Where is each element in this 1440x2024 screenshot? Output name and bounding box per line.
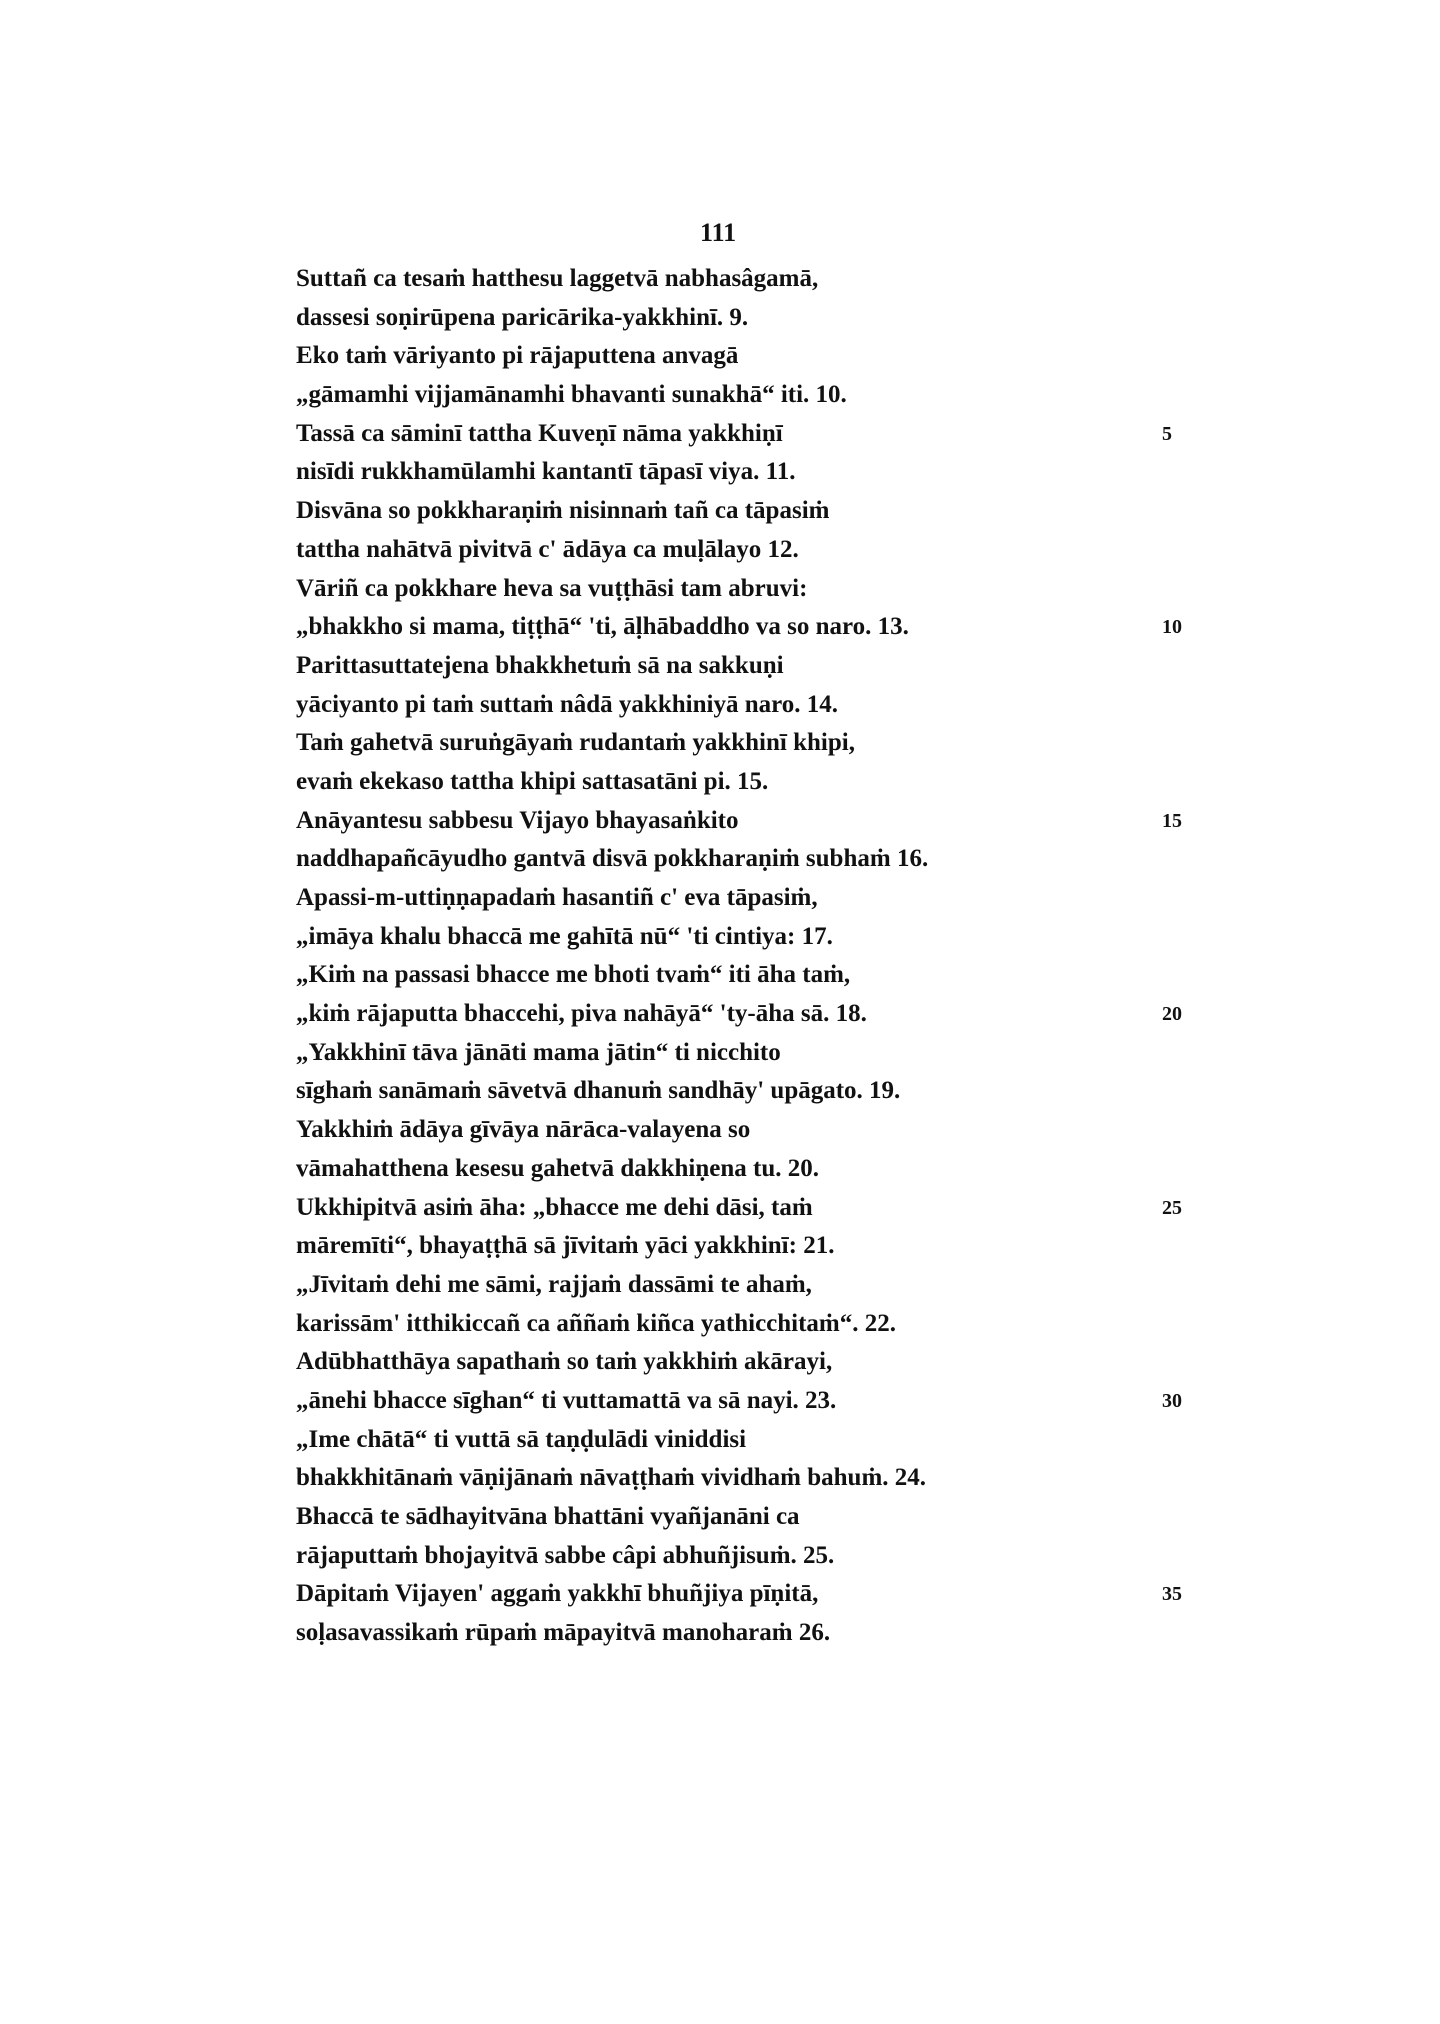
verse-line [296, 1034, 1196, 1073]
verse-line-text: „imāya khalu bhaccā me gahītā nū“ 'ti cintiya: 17. [296, 922, 833, 950]
verse-line-text: Suttañ ca tesaṁ hatthesu laggetvā nabhasâgamā, [296, 265, 819, 292]
verse-line-text: Disvāna so pokkharaṇiṁ nisinnaṁ tañ ca tāpasiṁ [296, 497, 830, 525]
verse-line-text: „Jīvitaṁ dehi me sāmi, rajjaṁ dassāmi te ahaṁ, [296, 1270, 812, 1298]
verse-line-text: „gāmamhi vijjamānamhi bhavanti sunakhā“ iti. 10. [296, 381, 847, 409]
verse-line-text: Anāyantesu sabbesu Vijayo bhayasaṅkito [296, 806, 739, 834]
margin-line-number: 10 [1162, 616, 1182, 639]
verse-line [296, 763, 1196, 802]
verse-line [296, 1537, 1196, 1576]
verse-line-text: soḷasavassikaṁ rūpaṁ māpayitvā manoharaṁ 26. [296, 1619, 831, 1647]
verse-line [296, 724, 1196, 763]
verse-line-text: „Yakkhinī tāva jānāti mama jātin“ ti nicchito [296, 1038, 781, 1066]
verse-line [296, 337, 1196, 376]
verse-line [296, 1189, 1196, 1228]
verse-line-text: Ukkhipitvā asiṁ āha: „bhacce me dehi dāsi, taṁ [296, 1193, 813, 1221]
verse-line-text: Vāriñ ca pokkhare heva sa vuṭṭhāsi tam abruvi: [296, 574, 808, 602]
verse-line [296, 1305, 1196, 1344]
verse-line-text: māremīti“, bhayaṭṭhā sā jīvitaṁ yāci yakkhinī: 21. [296, 1232, 835, 1260]
verse-line-text: bhakkhitānaṁ vāṇijānaṁ nāvaṭṭhaṁ vividhaṁ bahuṁ. 24. [296, 1464, 927, 1492]
verse-line [296, 531, 1196, 570]
verse-line [296, 376, 1196, 415]
verse-line [296, 918, 1196, 957]
verse-line-text: Tassā ca sāminī tattha Kuveṇī nāma yakkhiṇī [296, 419, 783, 447]
verse-line-text: rājaputtaṁ bhojayitvā sabbe câpi abhuñjisuṁ. 25. [296, 1541, 835, 1569]
margin-line-number: 25 [1162, 1196, 1182, 1219]
verse-line-text: „Ime chātā“ ti vuttā sā taṇḍulādi viniddisi [296, 1425, 747, 1453]
verse-line-text: „ānehi bhacce sīghan“ ti vuttamattā va sā nayi. 23. [296, 1386, 837, 1414]
verse-line-text: yāciyanto pi taṁ suttaṁ nâdā yakkhiniyā naro. 14. [296, 690, 838, 718]
verse-line-text: Eko taṁ vāriyanto pi rājaputtena anvagā [296, 342, 739, 370]
verse-line-text: sīghaṁ sanāmaṁ sāvetvā dhanuṁ sandhāy' upāgato. 19. [296, 1077, 901, 1105]
verse-line-text: Dāpitaṁ Vijayen' aggaṁ yakkhī bhuñjiya pīṇitā, [296, 1580, 819, 1608]
verse-line-text: „bhakkho si mama, tiṭṭhā“ 'ti, āḷhābaddho va so naro. 13. [296, 613, 909, 641]
margin-line-number: 5 [1162, 422, 1172, 445]
verse-line [296, 1459, 1196, 1498]
verse-line [296, 492, 1196, 531]
verse-line-text: evaṁ ekekaso tattha khipi sattasatāni pi. 15. [296, 767, 769, 795]
margin-line-number: 20 [1162, 1003, 1182, 1026]
verse-line-text: Apassi-m-uttiṇṇapadaṁ hasantiñ c' eva tāpasiṁ, [296, 884, 818, 911]
verse-line-text: nisīdi rukkhamūlamhi kantantī tāpasī viya. 11. [296, 458, 796, 486]
verse-line [296, 1382, 1196, 1421]
verse-line [296, 1498, 1196, 1537]
verse-line-text: naddhapañcāyudho gantvā disvā pokkharaṇiṁ subhaṁ 16. [296, 845, 929, 873]
page-number: 111 [700, 218, 737, 247]
verse-line-text: „Kiṁ na passasi bhacce me bhoti tvaṁ“ iti āha taṁ, [296, 961, 851, 989]
verse-line [296, 608, 1196, 647]
verse-line-text: dassesi soṇirūpena paricārika-yakkhinī. 9. [296, 303, 749, 331]
verse-line-text: vāmahatthena kesesu gahetvā dakkhiṇena tu. 20. [296, 1154, 820, 1182]
verse-line [296, 686, 1196, 725]
verse-line-text: karissām' itthikiccañ ca aññaṁ kiñca yathicchitaṁ“. 22. [296, 1309, 897, 1337]
margin-line-number: 30 [1162, 1389, 1182, 1412]
verse-line [296, 453, 1196, 492]
verse-line [296, 840, 1196, 879]
verse-line [296, 1421, 1196, 1460]
verse-line-text: „kiṁ rājaputta bhaccehi, piva nahāyā“ 'ty-āha sā. 18. [296, 1000, 867, 1028]
verse-line [296, 647, 1196, 686]
margin-line-number: 35 [1162, 1583, 1182, 1606]
verse-line [296, 1343, 1196, 1382]
verse-line [296, 879, 1196, 918]
verse-line-text: Bhaccā te sādhayitvāna bhattāni vyañjanāni ca [296, 1503, 800, 1530]
verse-line-text: Parittasuttatejena bhakkhetuṁ sā na sakkuṇi [296, 651, 784, 679]
margin-line-number: 15 [1162, 809, 1182, 832]
verse-line [296, 570, 1196, 609]
verse-line-text: Adūbhatthāya sapathaṁ so taṁ yakkhiṁ akārayi, [296, 1348, 833, 1376]
verse-line [296, 1072, 1196, 1111]
verse-line [296, 299, 1196, 338]
verse-line [296, 1111, 1196, 1150]
verse-line [296, 802, 1196, 841]
verse-line [296, 1614, 1196, 1653]
verse-line-text: Taṁ gahetvā suruṅgāyaṁ rudantaṁ yakkhinī khipi, [296, 729, 855, 757]
verse-line-text: Yakkhiṁ ādāya gīvāya nārāca-valayena so [296, 1116, 751, 1144]
verse-line [296, 995, 1196, 1034]
verse-line [296, 956, 1196, 995]
verse-line [296, 1266, 1196, 1305]
verse-line [296, 260, 1196, 299]
verse-line [296, 1227, 1196, 1266]
verse-text-block [296, 260, 1196, 1653]
verse-line [296, 1150, 1196, 1189]
verse-line-text: tattha nahātvā pivitvā c' ādāya ca muḷālayo 12. [296, 535, 799, 563]
verse-line [296, 415, 1196, 454]
verse-line [296, 1575, 1196, 1614]
